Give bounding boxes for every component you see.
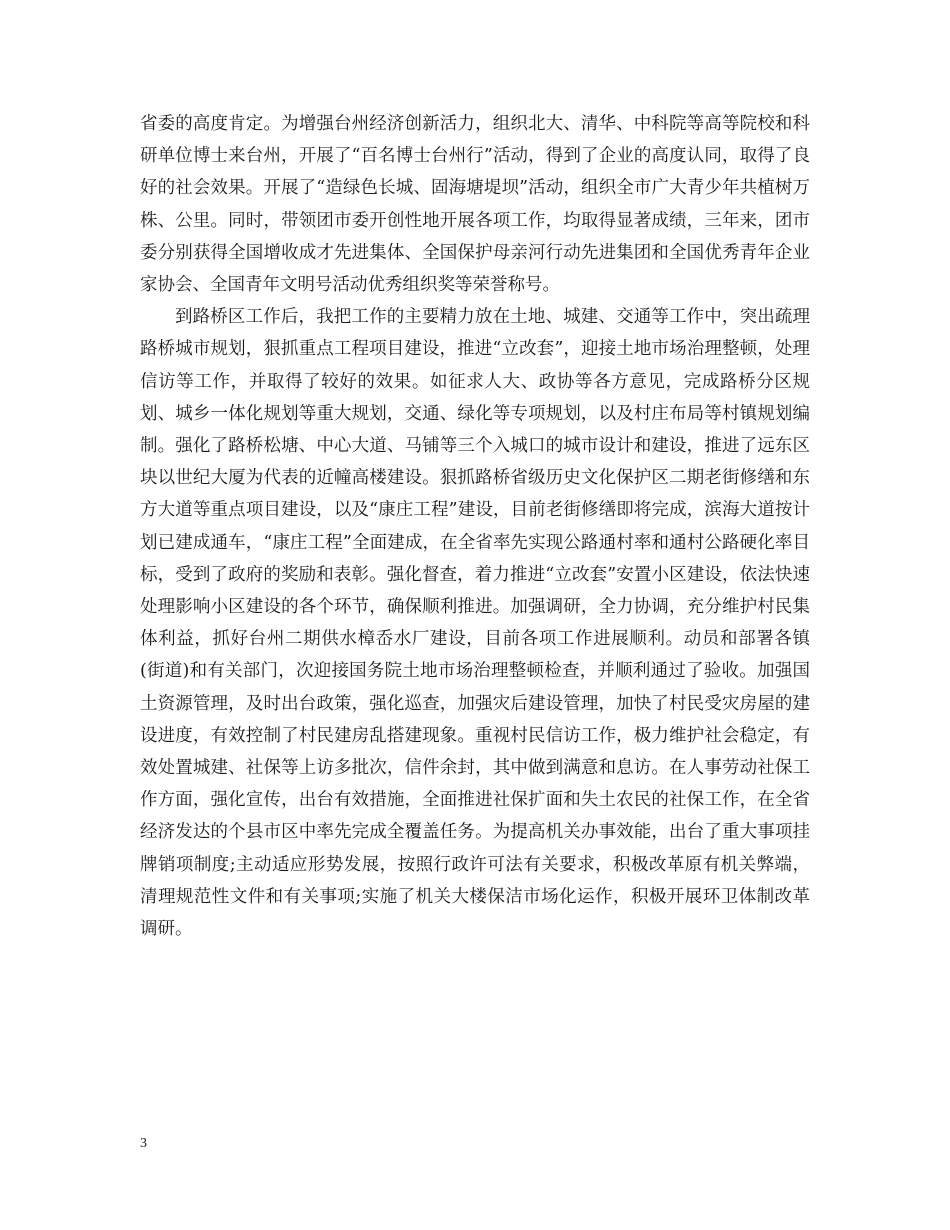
document-body: [140, 108, 810, 945]
paragraph-2: 到路桥区工作后，我把工作的主要精力放在土地、城建、交通等工作中，突出疏理路桥城市规划，狠抓重点工程项目建设，推进“立改套”，迎接土地市场治理整顿，处理信访等工作，并取得了较好的效果。如征求人大、政协等各方意见，完成路桥分区规划、城乡一体化规划等重大规划，交通、绿化等专项规划，以及村庄布局等村镇规划编制。强化了路桥松塘、中心大道、马铺等三个入城口的城市设计和建设，推进了远东区块以世纪大厦为代表的近幢高楼建设。狠抓路桥省级历史文化保护区二期老街修缮和东方大道等重点项目建设，以及“康庄工程”建设，目前老街修缮即将完成，滨海大道按计划已建成通车，“康庄工程”全面建成，在全省率先实现公路通村率和通村公路硬化率目标，受到了政府的奖励和表彰。强化督查，着力推进“立改套”安置小区建设，依法快速处理影响小区建设的各个环节，确保顺利推进。加强调研，全力协调，充分维护村民集体利益，抓好台州二期供水樟岙水厂建设，目前各项工作进展顺利。动员和部署各镇(街道)和有关部门，次迎接国务院土地市场治理整顿检查，并顺利通过了验收。加强国土资源管理，及时出台政策，强化巡查，加强灾后建设管理，加快了村民受灾房屋的建设进度，有效控制了村民建房乱搭建现象。重视村民信访工作，极力维护社会稳定，有效处置城建、社保等上访多批次，信件余封，其中做到满意和息访。在人事劳动社保工作方面，强化宣传，出台有效措施，全面推进社保扩面和失土农民的社保工作，在全省经济发达的个县市区中率先完成全覆盖任务。为提高机关办事效能，出台了重大事项挂牌销项制度;主动适应形势发展，按照行政许可法有关要求，积极改革原有机关弊端，清理规范性文件和有关事项;实施了机关大楼保洁市场化运作，积极开展环卫体制改革调研。: [140, 307, 810, 940]
paragraph-1: 省委的高度肯定。为增强台州经济创新活力，组织北大、清华、中科院等高等院校和科研单位博士来台州，开展了“百名博士台州行”活动，得到了企业的高度认同，取得了良好的社会效果。开展了“造绿色长城、固海塘堤坝”活动，组织全市广大青少年共植树万株、公里。同时，带领团市委开创性地开展各项工作，均取得显著成绩，三年来，团市委分别获得全国增收成才先进集体、全国保护母亲河行动先进集团和全国优秀青年企业家协会、全国青年文明号活动优秀组织奖等荣誉称号。: [140, 114, 810, 296]
page-number: 3: [140, 1136, 147, 1151]
